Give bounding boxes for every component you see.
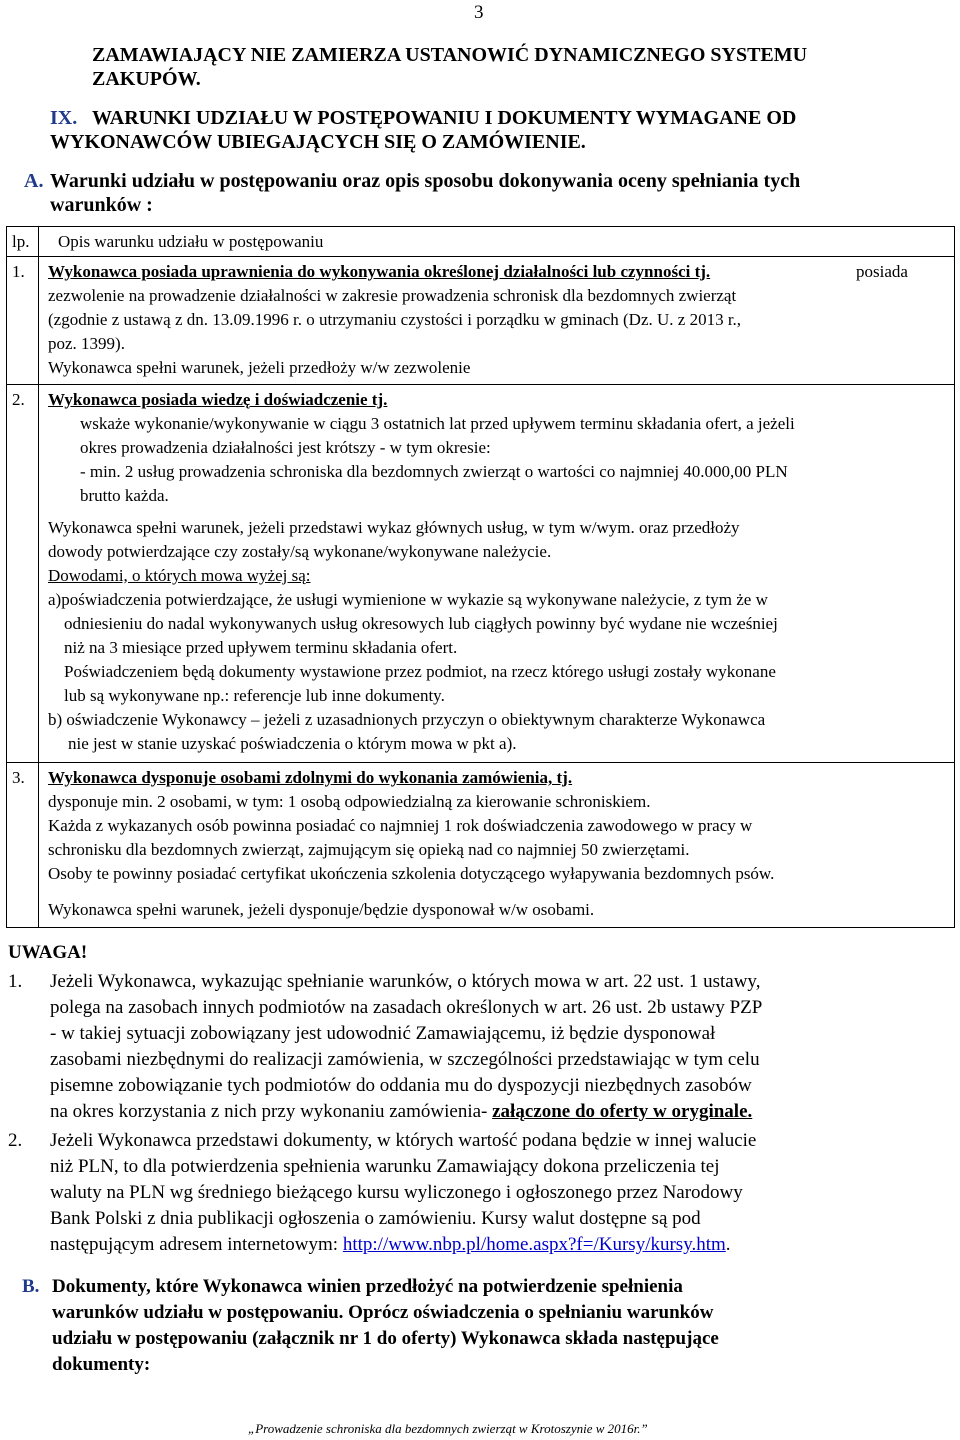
row3-line-2: Każda z wykazanych osób powinna posiadać co najmniej 1 rok doświadczenia zawodowego w pracy w [48,816,753,835]
uwaga-item2-line: Jeżeli Wykonawca przedstawi dokumenty, w których wartość podana będzie w innej walucie [50,1130,757,1151]
row2-evidence-a-3: niż na 3 miesiące przed upływem terminu składania ofert. [64,638,458,657]
row1-condition: Wykonawca spełni warunek, jeżeli przedłoży w/w zezwolenie [48,358,471,377]
uwaga-item2-line: waluty na PLN wg średniego bieżącego kursu wyliczonego i ogłoszonego przez Narodowy [50,1182,743,1203]
row1-number: 1. [12,262,25,281]
section-a-title-line2: warunków : [50,194,153,216]
row2-evidence-a-2: odniesieniu do nadal wykonywanych usług okresowych lub ciągłych powinny być wydane nie wcześniej [64,614,778,633]
row2-line-3: - min. 2 usług prowadzenia schroniska dla bezdomnych zwierząt o wartości co najmniej 40.000,00 PLN [80,462,788,481]
uwaga-item1-line: Jeżeli Wykonawca, wykazując spełnianie warunków, o których mowa w art. 22 ust. 1 ustawy, [50,971,761,992]
nbp-exchange-rates-link[interactable]: http://www.nbp.pl/home.aspx?f=/Kursy/kursy.htm [342,1234,726,1255]
table-row1-divider [6,384,955,385]
row2-evidence-heading: Dowodami, o których mowa wyżej są: [48,566,311,585]
row3-line-4: Osoby te powinny posiadać certyfikat ukończenia szkolenia dotyczącego wyłapywania bezdomnych psów. [48,864,775,883]
section-b-letter: B. [22,1276,40,1297]
row2-title: Wykonawca posiada wiedzę i doświadczenie tj. [48,390,388,409]
row2-evidence-b-1: b) oświadczenie Wykonawcy – jeżeli z uzasadnionych przyczyn o obiektywnym charakterze Wykonawca [48,710,766,729]
table-column-divider [38,226,39,928]
table-header-lp: lp. [12,232,30,251]
uwaga-title: UWAGA! [8,942,88,963]
row3-title: Wykonawca dysponuje osobami zdolnymi do wykonania zamówienia, tj. [48,768,573,787]
row2-condition-2: dowody potwierdzające czy zostały/są wykonane/wykonywane należycie. [48,542,552,561]
uwaga-item1-last-text: na okres korzystania z nich przy wykonaniu zamówienia- [50,1101,488,1122]
section-b-line: dokumenty: [52,1354,151,1375]
uwaga-item2-end: . [725,1234,731,1255]
row2-evidence-b-2: nie jest w stanie uzyskać poświadczenia o którym mowa w pkt a). [68,734,517,753]
row2-line-4: brutto każda. [80,486,169,505]
row2-line-2: okres prowadzenia działalności jest krótszy - w tym okresie: [80,438,491,457]
section-ix-number: IX. [50,107,78,129]
uwaga-item1-emphasis: załączone do oferty w oryginale. [492,1101,753,1122]
uwaga-item1-last-line [50,1101,752,1123]
page-footer: „Prowadzenie schroniska dla bezdomnych zwierząt w Krotoszynie w 2016r.” [248,1421,648,1436]
row2-number: 2. [12,390,25,409]
table-row2-divider [6,762,955,763]
row3-condition: Wykonawca spełni warunek, jeżeli dysponuje/będzie dysponował w/w osobami. [48,900,595,919]
row2-evidence-a-1: a)poświadczenia potwierdzające, że usługi wymienione w wykazie są wykonywane należycie, z tym że w [48,590,768,609]
row1-text-4: poz. 1399). [48,334,125,353]
row2-evidence-a-4: Poświadczeniem będą dokumenty wystawione przez podmiot, na rzecz którego usługi zostały wykonane [64,662,776,681]
section-a-title-line1: Warunki udziału w postępowaniu oraz opis sposobu dokonywania oceny spełniania tych [50,170,801,192]
uwaga-item1-line: pisemne zobowiązanie tych podmiotów do oddania mu do dyspozycji niezbędnych zasobów [50,1075,752,1096]
dps-heading-line1: ZAMAWIAJĄCY NIE ZAMIERZA USTANOWIĆ DYNAMICZNEGO SYSTEMU [92,44,808,66]
section-a-letter: A. [24,170,44,192]
row1-title: Wykonawca posiada uprawnienia do wykonywania określonej działalności lub czynności tj. [48,262,711,281]
row1-text-2: zezwolenie na prowadzenie działalności w zakresie prowadzenia schronisk dla bezdomnych zwierząt [48,286,737,305]
table-header-divider [6,256,955,257]
row1-text-1: posiada [856,262,908,281]
section-ix-title-line2: WYKONAWCÓW UBIEGAJĄCYCH SIĘ O ZAMÓWIENIE. [50,131,586,153]
uwaga-item2-last-text: następującym adresem internetowym: [50,1234,339,1255]
section-b-line: warunków udziału w postępowaniu. Oprócz oświadczenia o spełnianiu warunków [52,1302,714,1323]
row2-line-1: wskaże wykonanie/wykonywanie w ciągu 3 ostatnich lat przed upływem terminu składania ofert, a jeżeli [80,414,795,433]
dps-heading-line2: ZAKUPÓW. [92,68,201,90]
uwaga-item2-number: 2. [8,1130,23,1151]
uwaga-item2-last-line [50,1234,731,1256]
row3-number: 3. [12,768,25,787]
page-number: 3 [474,2,484,23]
uwaga-item2-line: Bank Polski z dnia publikacji ogłoszenia o zamówieniu. Kursy walut dostępne są pod [50,1208,701,1229]
uwaga-item1-line: - w takiej sytuacji zobowiązany jest udowodnić Zamawiającemu, iż będzie dysponował [50,1023,716,1044]
section-b-line: Dokumenty, które Wykonawca winien przedłożyć na potwierdzenie spełnienia [52,1276,683,1297]
row3-line-3: schronisku dla bezdomnych zwierząt, zajmującym się opieką nad co najmniej 50 zwierzętami. [48,840,690,859]
uwaga-item2-line: niż PLN, to dla potwierdzenia spełnienia warunku Zamawiający dokona przeliczenia tej [50,1156,720,1177]
uwaga-item1-number: 1. [8,971,23,992]
row3-line-1: dysponuje min. 2 osobami, w tym: 1 osobą odpowiedzialną za kierowanie schroniskiem. [48,792,651,811]
row2-evidence-a-5: lub są wykonywane np.: referencje lub inne dokumenty. [64,686,445,705]
section-ix-title-line1: WARUNKI UDZIAŁU W POSTĘPOWANIU I DOKUMENTY WYMAGANE OD [92,107,797,129]
row1-text-3: (zgodnie z ustawą z dn. 13.09.1996 r. o utrzymaniu czystości i porządku w gminach (Dz. U. z 2013 r., [48,310,742,329]
uwaga-item1-line: polega na zasobach innych podmiotów na zasadach określonych w art. 26 ust. 2b ustawy PZP [50,997,763,1018]
row2-condition-1: Wykonawca spełni warunek, jeżeli przedstawi wykaz głównych usług, w tym w/wym. oraz przedłoży [48,518,740,537]
section-b-line: udziału w postępowaniu (załącznik nr 1 do oferty) Wykonawca składa następujące [52,1328,719,1349]
uwaga-item1-line: zasobami niezbędnymi do realizacji zamówienia, w szczególności przedstawiając w tym celu [50,1049,760,1070]
table-header-description: Opis warunku udziału w postępowaniu [58,232,324,251]
